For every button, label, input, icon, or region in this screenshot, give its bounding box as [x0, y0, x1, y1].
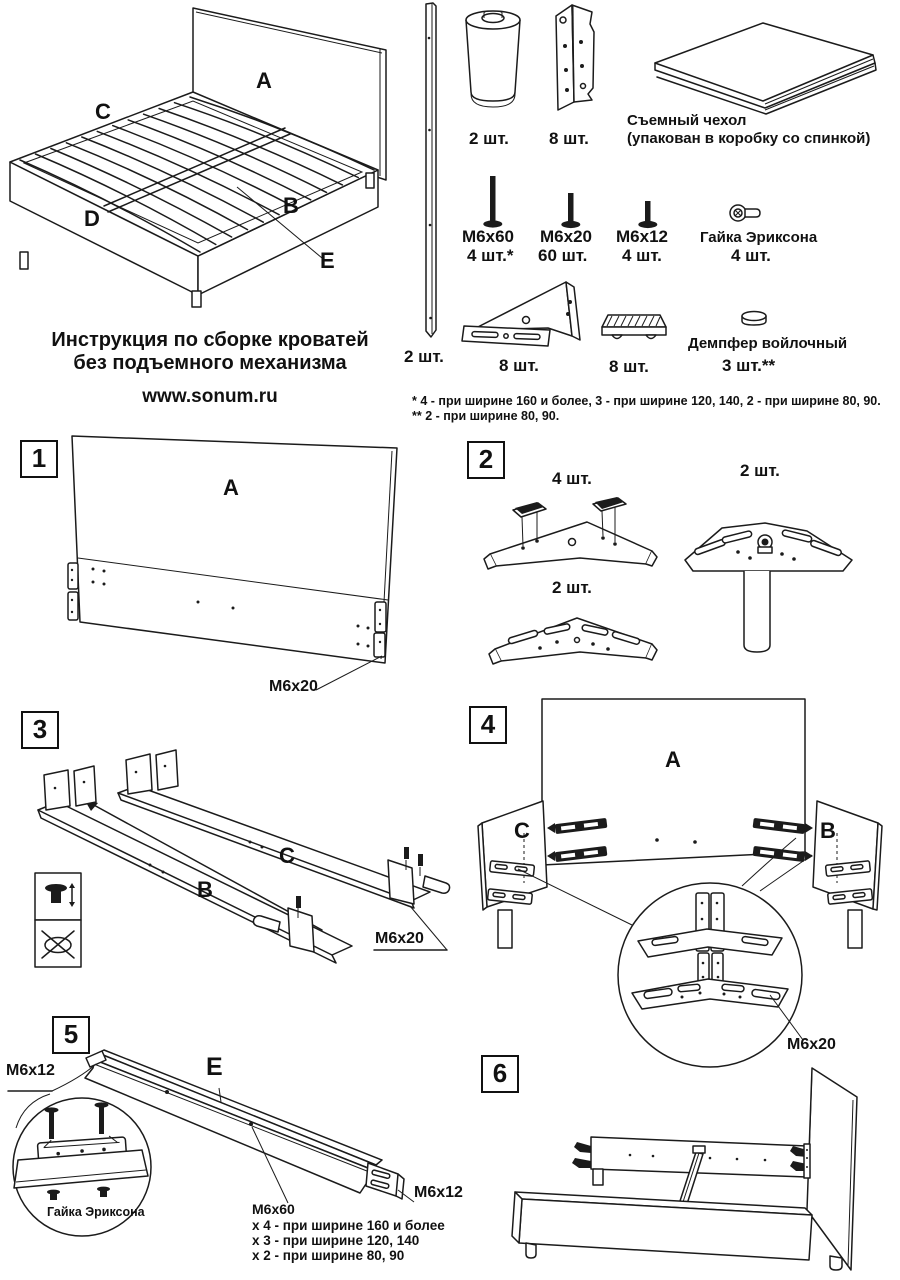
corner-plate-with-pads: [484, 497, 657, 569]
step-6-drawing: [460, 1040, 900, 1280]
bolt-m6x60-qty: 4 шт.*: [467, 246, 514, 265]
cover-drawing: [645, 15, 883, 117]
leg-part-drawing: [462, 6, 524, 118]
step-3-number: 3: [21, 711, 59, 749]
bolt-m6x12-qty: 4 шт.: [622, 246, 662, 265]
step-4-number: 4: [469, 706, 507, 744]
bolt-m6x20-qty: 60 шт.: [538, 246, 588, 265]
slat-qty: 2 шт.: [404, 347, 444, 366]
page-title-line1: Инструкция по сборке кроватей: [51, 329, 369, 351]
felt-damper-drawing: [740, 309, 768, 329]
step1-part-label-a: A: [223, 475, 239, 500]
step3-screw-label: M6x20: [375, 930, 424, 947]
bed-part-label-e: E: [320, 248, 335, 273]
page-title-line2: без подъемного механизма: [73, 352, 347, 374]
step5-screw-left-label: M6x12: [6, 1062, 55, 1079]
step5-bolt-option-1: х 4 - при ширине 160 и более: [252, 1218, 445, 1233]
step3-part-label-c: C: [279, 843, 295, 868]
bolt-m6x20-label: M6x20: [540, 227, 592, 246]
bed-overview-drawing: [0, 0, 420, 335]
step4-part-label-c: C: [514, 818, 530, 843]
leg-qty: 2 шт.: [469, 129, 509, 148]
step5-part-label-e: E: [206, 1053, 223, 1081]
erikson-nut-drawing: [728, 203, 764, 223]
step-6-number: 6: [481, 1055, 519, 1093]
erikson-nut-qty: 4 шт.: [731, 246, 771, 265]
step2-plain-plates-qty: 2 шт.: [552, 578, 592, 597]
center-slat-drawing: [418, 0, 446, 342]
angle-bracket-drawing: [548, 2, 602, 116]
damper-plate-qty: 8 шт.: [609, 357, 649, 376]
step5-nut-label: Гайка Эриксона: [47, 1205, 145, 1219]
bed-part-label-c: C: [95, 99, 111, 124]
angle-bracket-qty: 8 шт.: [549, 129, 589, 148]
step-1-drawing: [60, 430, 405, 702]
bed-part-label-d: D: [84, 206, 100, 231]
step2-leg-plates-qty: 2 шт.: [740, 461, 780, 480]
corner-bracket-qty: 8 шт.: [499, 356, 539, 375]
step3-part-label-b: B: [197, 877, 213, 902]
step-2-drawing: [460, 430, 900, 685]
cover-name: Съемный чехол: [627, 112, 747, 129]
bolt-m6x12-drawing: [637, 199, 659, 230]
step-5-number: 5: [52, 1016, 90, 1054]
step2-pads-qty: 4 шт.: [552, 469, 592, 488]
bed-part-label-a: A: [256, 68, 272, 93]
step5-bolt-option-3: х 2 - при ширине 80, 90: [252, 1248, 405, 1263]
footnote-2: ** 2 - при ширине 80, 90.: [412, 409, 560, 423]
felt-damper-qty: 3 шт.**: [722, 356, 776, 375]
step1-screw-label: M6x20: [269, 678, 318, 695]
step-2-number: 2: [467, 441, 505, 479]
corner-bracket-drawing: [462, 274, 588, 352]
bolt-m6x12-label: M6x12: [616, 227, 668, 246]
step-3-drawing: [0, 700, 465, 1000]
bolt-m6x60-label: M6x60: [462, 227, 514, 246]
step5-screw-right-label: M6x12: [414, 1184, 463, 1201]
step4-screw-label: M6x20: [787, 1036, 836, 1053]
damper-plate-drawing: [600, 311, 670, 347]
cover-note: (упакован в коробку со спинкой): [627, 130, 871, 147]
screw-depth-do-dont-icons: [35, 873, 81, 967]
step5-bolt-option-2: х 3 - при ширине 120, 140: [252, 1233, 420, 1248]
step4-part-label-a: A: [665, 747, 681, 772]
step6-left-hooks: [572, 1142, 591, 1168]
bolt-m6x60-drawing: [482, 174, 504, 230]
bed-part-label-b: B: [283, 193, 299, 218]
corner-plate-plain: [489, 618, 657, 664]
corner-plate-with-leg: [685, 523, 852, 652]
step4-part-label-b: B: [820, 818, 836, 843]
step5-bolt-label: M6x60: [252, 1201, 295, 1217]
bolt-m6x20-drawing: [560, 191, 582, 230]
erikson-nut-name: Гайка Эриксона: [700, 229, 818, 246]
footnote-1: * 4 - при ширине 160 и более, 3 - при ширине 120, 140, 2 - при ширине 80, 90.: [412, 394, 881, 408]
felt-damper-name: Демпфер войлочный: [688, 335, 848, 352]
step-1-number: 1: [20, 440, 58, 478]
title-block: [28, 329, 392, 408]
website-url: www.sonum.ru: [142, 386, 278, 407]
